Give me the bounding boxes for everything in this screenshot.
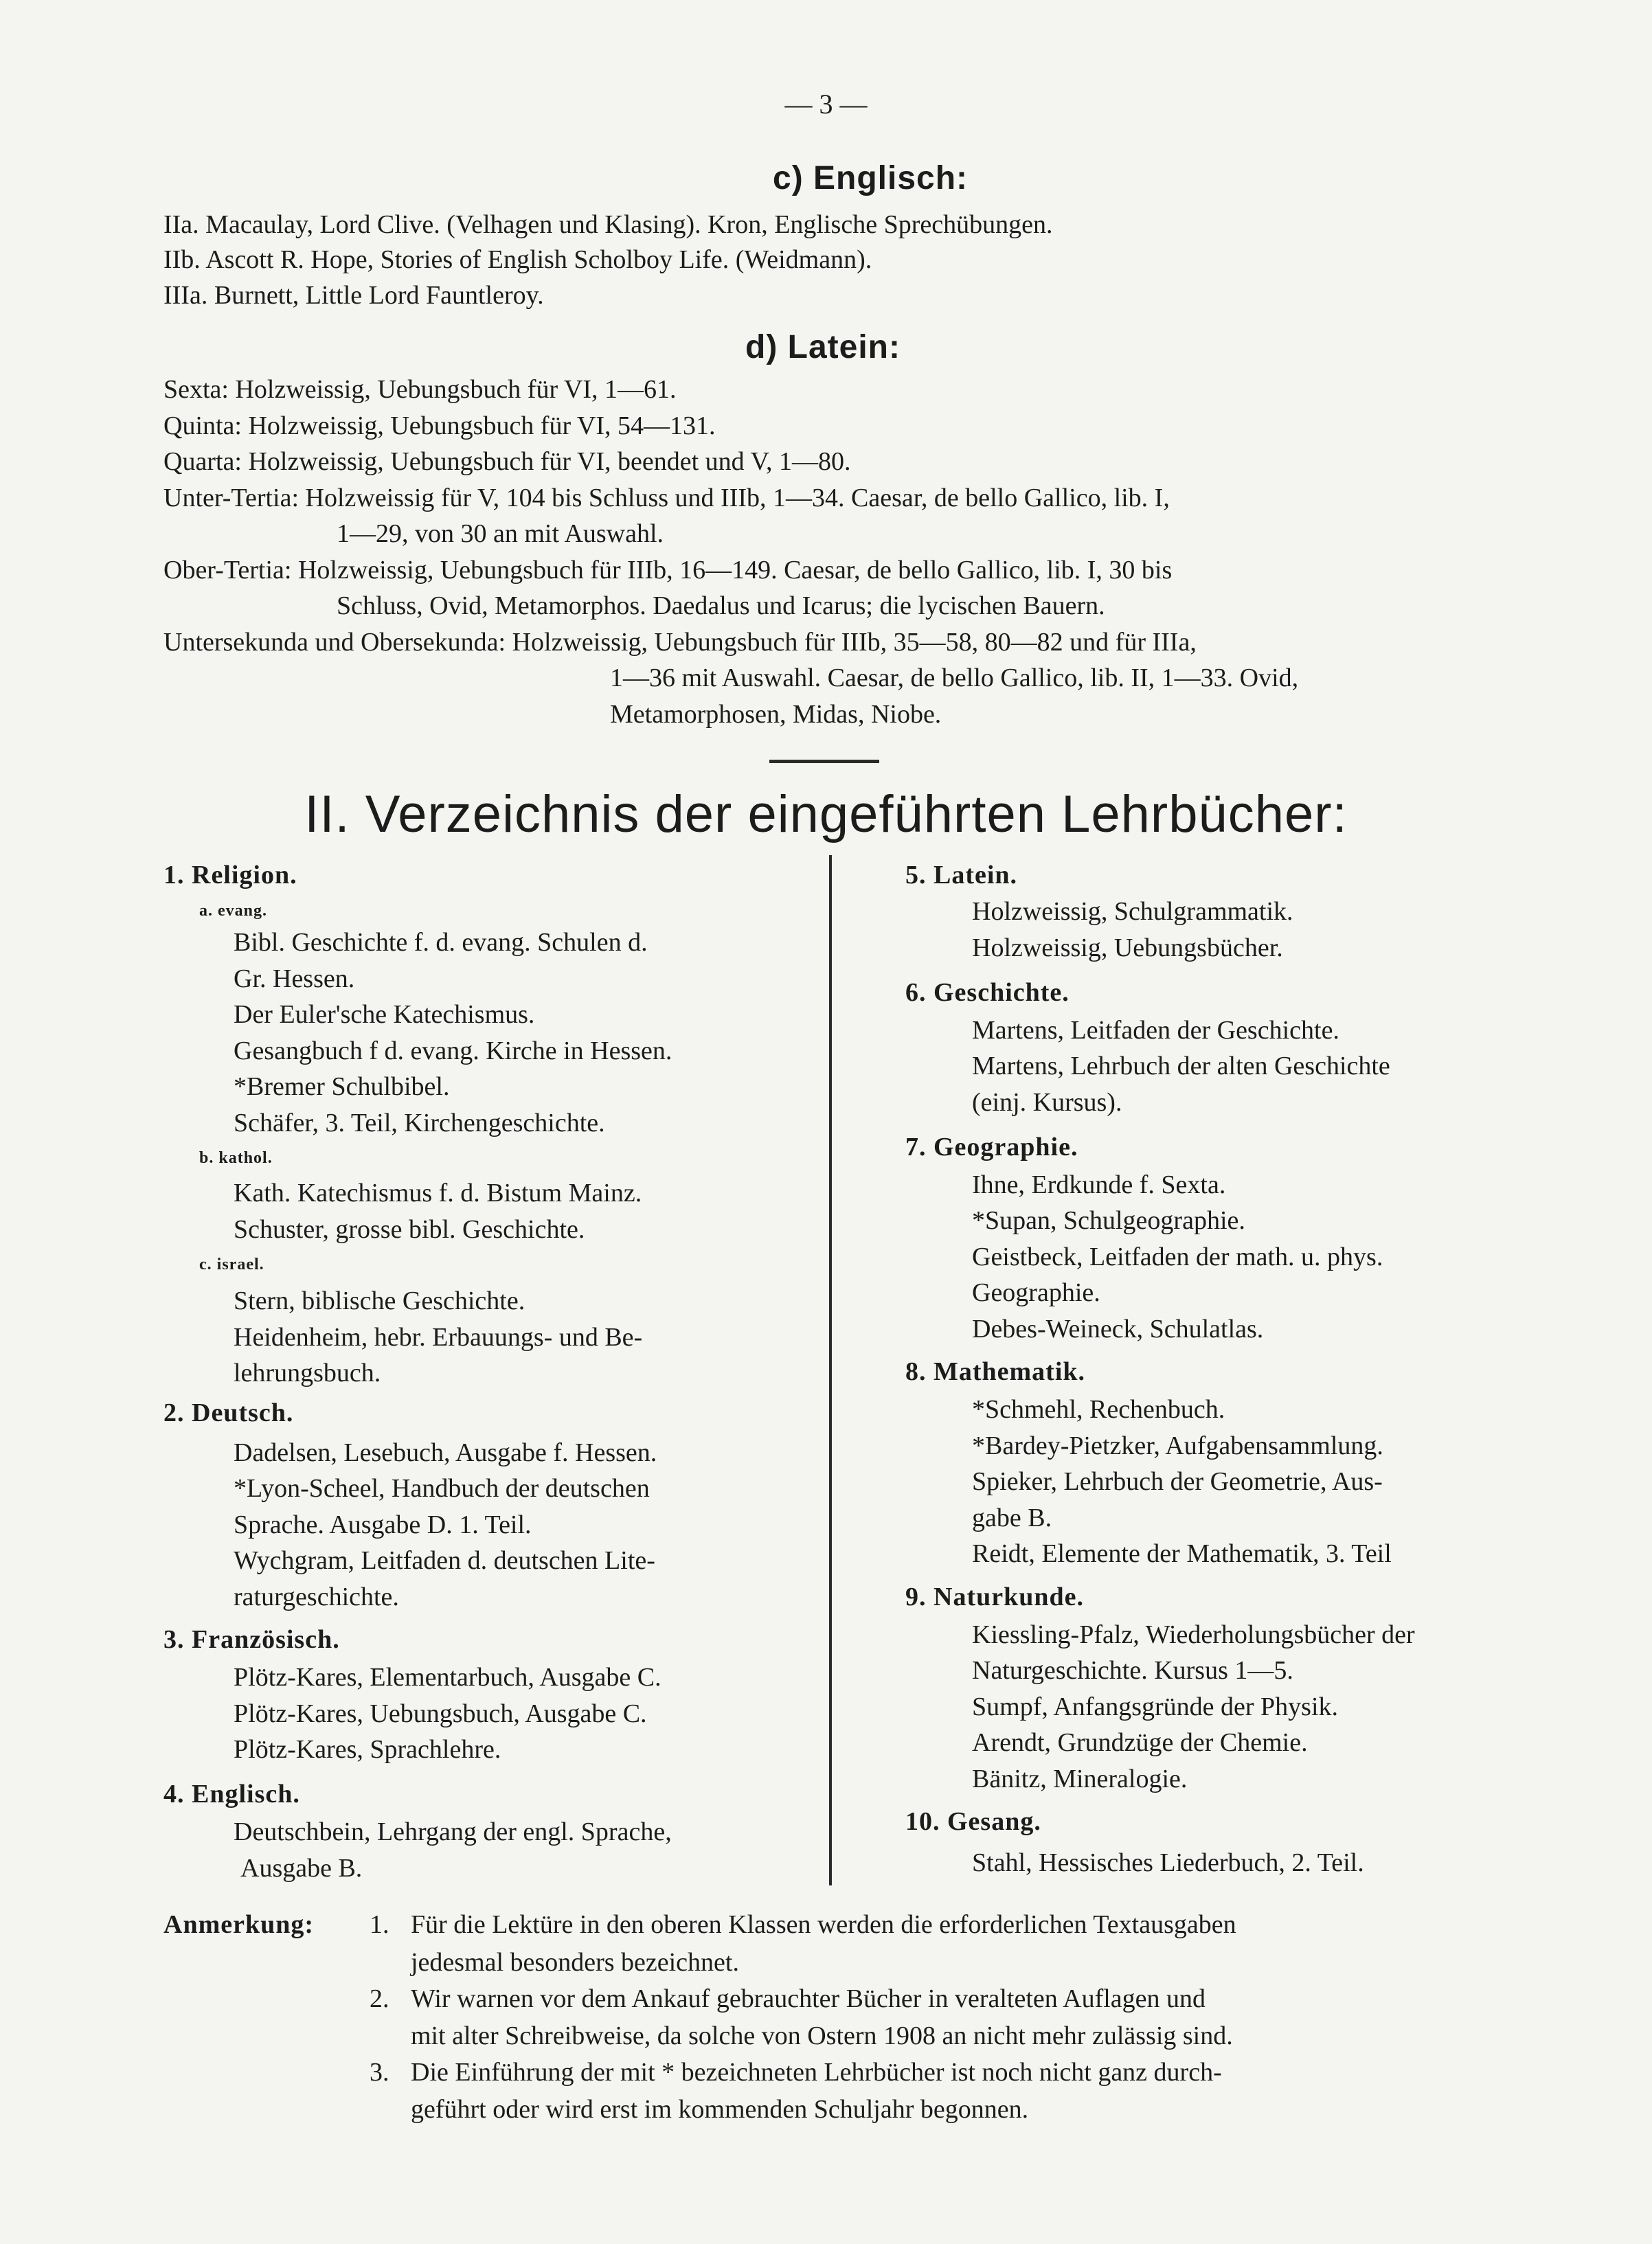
subheading-israel: c. israel.	[199, 1256, 264, 1273]
page-number: — 3 —	[784, 89, 868, 120]
list-item: Bänitz, Mineralogie.	[972, 1765, 1188, 1793]
list-item: Plötz-Kares, Uebungsbuch, Ausgabe C.	[234, 1699, 647, 1728]
list-item: Arendt, Grundzüge der Chemie.	[972, 1728, 1308, 1757]
list-item: *Lyon-Scheel, Handbuch der deutschen	[234, 1474, 650, 1503]
list-item: Plötz-Kares, Sprachlehre.	[234, 1735, 501, 1764]
section-englisch-title: c) Englisch:	[773, 160, 969, 196]
heading-deutsch: 2. Deutsch.	[163, 1398, 294, 1427]
note-text: mit alter Schreibweise, da solche von Ostern 1908 an nicht mehr zulässig sind.	[411, 2021, 1233, 2050]
latein-line: Metamorphosen, Midas, Niobe.	[610, 700, 942, 729]
list-item: Ausgabe B.	[240, 1854, 363, 1883]
englisch-line: IIa. Macaulay, Lord Clive. (Velhagen und Klasing). Kron, Englische Sprechübungen.	[163, 210, 1053, 239]
latein-line: 1—29, von 30 an mit Auswahl.	[337, 519, 664, 548]
list-item: Stern, biblische Geschichte.	[234, 1287, 525, 1315]
latein-line: Schluss, Ovid, Metamorphos. Daedalus und Icarus; die lycischen Bauern.	[337, 591, 1105, 620]
heading-naturkunde: 9. Naturkunde.	[905, 1583, 1084, 1611]
note-number: 1.	[370, 1910, 389, 1939]
latein-line: Sexta: Holzweissig, Uebungsbuch für VI, 1—61.	[163, 375, 677, 404]
list-item: Holzweissig, Schulgrammatik.	[972, 897, 1293, 926]
list-item: Martens, Lehrbuch der alten Geschichte	[972, 1052, 1390, 1080]
heading-englisch: 4. Englisch.	[163, 1780, 300, 1809]
note-number: 2.	[370, 1984, 389, 2013]
englisch-line: IIb. Ascott R. Hope, Stories of English Scholboy Life. (Weidmann).	[163, 245, 872, 274]
list-item: Stahl, Hessisches Liederbuch, 2. Teil.	[972, 1848, 1364, 1877]
list-item: Dadelsen, Lesebuch, Ausgabe f. Hessen.	[234, 1438, 657, 1467]
note-text: geführt oder wird erst im kommenden Schuljahr begonnen.	[411, 2095, 1029, 2124]
list-item: Naturgeschichte. Kursus 1—5.	[972, 1656, 1293, 1685]
list-item: Deutschbein, Lehrgang der engl. Sprache,	[234, 1817, 672, 1846]
heading-franzoesisch: 3. Französisch.	[163, 1625, 340, 1654]
notes-heading: Anmerkung:	[163, 1910, 315, 1939]
list-item: Wychgram, Leitfaden d. deutschen Lite-	[234, 1546, 655, 1575]
note-text: Die Einführung der mit * bezeichneten Lehrbücher ist noch nicht ganz durch-	[411, 2058, 1222, 2087]
list-item: *Schmehl, Rechenbuch.	[972, 1395, 1225, 1424]
list-item: Ihne, Erdkunde f. Sexta.	[972, 1170, 1226, 1199]
list-item: Spieker, Lehrbuch der Geometrie, Aus-	[972, 1467, 1383, 1496]
list-item: gabe B.	[972, 1504, 1052, 1532]
list-item: Sumpf, Anfangsgründe der Physik.	[972, 1692, 1339, 1721]
list-item: (einj. Kursus).	[972, 1088, 1122, 1117]
list-item: Der Euler'sche Katechismus.	[234, 1000, 535, 1029]
latein-line: 1—36 mit Auswahl. Caesar, de bello Gallico, lib. II, 1—33. Ovid,	[610, 664, 1299, 692]
heading-geschichte: 6. Geschichte.	[905, 978, 1070, 1007]
list-item: lehrungsbuch.	[234, 1359, 381, 1387]
note-text: Wir warnen vor dem Ankauf gebrauchter Bücher in veralteten Auflagen und	[411, 1984, 1206, 2013]
heading-religion: 1. Religion.	[163, 861, 297, 889]
latein-line: Untersekunda und Obersekunda: Holzweissig, Uebungsbuch für IIIb, 35—58, 80—82 und für IIIa,	[163, 628, 1197, 657]
list-item: Kiessling-Pfalz, Wiederholungsbücher der	[972, 1620, 1415, 1649]
heading-geographie: 7. Geographie.	[905, 1133, 1078, 1161]
note-text: Für die Lektüre in den oberen Klassen werden die erforderlichen Textausgaben	[411, 1910, 1236, 1939]
main-title: II. Verzeichnis der eingeführten Lehrbücher:	[304, 785, 1348, 843]
latein-line: Unter-Tertia: Holzweissig für V, 104 bis Schluss und IIIb, 1—34. Caesar, de bello Gallico, lib. I,	[163, 484, 1170, 512]
latein-line: Quarta: Holzweissig, Uebungsbuch für VI, beendet und V, 1—80.	[163, 447, 851, 476]
subheading-evang: a. evang.	[199, 902, 267, 920]
list-item: Plötz-Kares, Elementarbuch, Ausgabe C.	[234, 1663, 661, 1692]
latein-line: Ober-Tertia: Holzweissig, Uebungsbuch für IIIb, 16—149. Caesar, de bello Gallico, lib. I, 30 bis	[163, 556, 1173, 585]
heading-mathematik: 8. Mathematik.	[905, 1357, 1086, 1386]
note-number: 3.	[370, 2058, 389, 2087]
list-item: Sprache. Ausgabe D. 1. Teil.	[234, 1510, 532, 1539]
heading-gesang: 10. Gesang.	[905, 1807, 1041, 1836]
heading-latein: 5. Latein.	[905, 861, 1018, 889]
list-item: *Bremer Schulbibel.	[234, 1072, 450, 1101]
list-item: Schäfer, 3. Teil, Kirchengeschichte.	[234, 1109, 605, 1137]
list-item: Martens, Leitfaden der Geschichte.	[972, 1016, 1339, 1045]
subheading-kathol: b. kathol.	[199, 1149, 273, 1167]
list-item: *Bardey-Pietzker, Aufgabensammlung.	[972, 1431, 1383, 1460]
list-item: Geographie.	[972, 1278, 1100, 1307]
list-item: Reidt, Elemente der Mathematik, 3. Teil	[972, 1539, 1392, 1568]
list-item: Debes-Weineck, Schulatlas.	[972, 1315, 1264, 1344]
divider-rule	[769, 760, 879, 763]
list-item: Holzweissig, Uebungsbücher.	[972, 933, 1283, 962]
list-item: Gesangbuch f d. evang. Kirche in Hessen.	[234, 1036, 672, 1065]
list-item: Schuster, grosse bibl. Geschichte.	[234, 1215, 585, 1244]
list-item: Gr. Hessen.	[234, 964, 355, 993]
list-item: Geistbeck, Leitfaden der math. u. phys.	[972, 1243, 1383, 1271]
column-divider	[829, 855, 832, 1885]
list-item: Kath. Katechismus f. d. Bistum Mainz.	[234, 1179, 642, 1208]
englisch-line: IIIa. Burnett, Little Lord Fauntleroy.	[163, 281, 544, 310]
section-latein-title: d) Latein:	[745, 329, 901, 365]
list-item: *Supan, Schulgeographie.	[972, 1206, 1245, 1235]
latein-line: Quinta: Holzweissig, Uebungsbuch für VI, 54—131.	[163, 411, 716, 440]
list-item: Heidenheim, hebr. Erbauungs- und Be-	[234, 1323, 643, 1352]
note-text: jedesmal besonders bezeichnet.	[411, 1948, 739, 1977]
list-item: raturgeschichte.	[234, 1583, 399, 1611]
list-item: Bibl. Geschichte f. d. evang. Schulen d.	[234, 928, 648, 957]
